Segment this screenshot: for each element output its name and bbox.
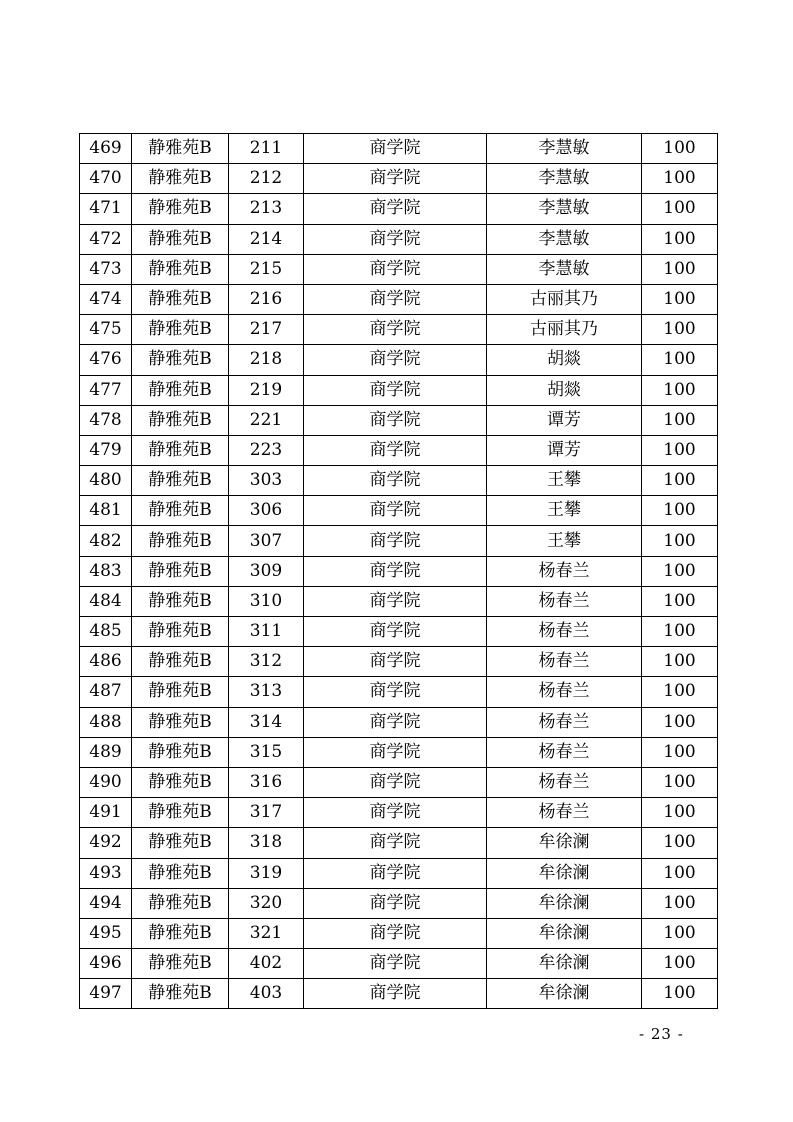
score-cell: 100 — [642, 375, 718, 405]
name-cell: 杨春兰 — [487, 707, 642, 737]
seq-cell: 485 — [80, 617, 132, 647]
score-cell: 100 — [642, 767, 718, 797]
table-row — [80, 466, 718, 496]
score-cell: 100 — [642, 858, 718, 888]
table-row — [80, 375, 718, 405]
college-cell: 商学院 — [304, 194, 487, 224]
score-cell: 100 — [642, 134, 718, 164]
name-cell: 古丽其乃 — [487, 284, 642, 314]
room-cell: 303 — [229, 466, 304, 496]
seq-cell: 494 — [80, 888, 132, 918]
room-cell: 217 — [229, 315, 304, 345]
name-cell: 杨春兰 — [487, 556, 642, 586]
college-cell: 商学院 — [304, 586, 487, 616]
table-row — [80, 888, 718, 918]
seq-cell: 489 — [80, 737, 132, 767]
table-row — [80, 858, 718, 888]
college-cell: 商学院 — [304, 858, 487, 888]
room-cell: 212 — [229, 164, 304, 194]
building-cell: 静雅苑B — [132, 345, 229, 375]
score-cell: 100 — [642, 254, 718, 284]
building-cell: 静雅苑B — [132, 949, 229, 979]
name-cell: 牟徐澜 — [487, 918, 642, 948]
table-row — [80, 224, 718, 254]
table-row — [80, 134, 718, 164]
name-cell: 杨春兰 — [487, 737, 642, 767]
table-row — [80, 586, 718, 616]
college-cell: 商学院 — [304, 888, 487, 918]
name-cell: 王攀 — [487, 496, 642, 526]
room-cell: 318 — [229, 828, 304, 858]
building-cell: 静雅苑B — [132, 435, 229, 465]
room-cell: 312 — [229, 647, 304, 677]
college-cell: 商学院 — [304, 767, 487, 797]
college-cell: 商学院 — [304, 979, 487, 1009]
seq-cell: 486 — [80, 647, 132, 677]
score-cell: 100 — [642, 345, 718, 375]
room-cell: 221 — [229, 405, 304, 435]
seq-cell: 471 — [80, 194, 132, 224]
college-cell: 商学院 — [304, 315, 487, 345]
seq-cell: 491 — [80, 798, 132, 828]
building-cell: 静雅苑B — [132, 164, 229, 194]
name-cell: 古丽其乃 — [487, 315, 642, 345]
table-row — [80, 828, 718, 858]
page-number: - 23 - — [639, 1025, 684, 1043]
college-cell: 商学院 — [304, 134, 487, 164]
college-cell: 商学院 — [304, 224, 487, 254]
room-cell: 320 — [229, 888, 304, 918]
name-cell: 杨春兰 — [487, 586, 642, 616]
building-cell: 静雅苑B — [132, 767, 229, 797]
name-cell: 杨春兰 — [487, 647, 642, 677]
room-cell: 306 — [229, 496, 304, 526]
building-cell: 静雅苑B — [132, 828, 229, 858]
score-cell: 100 — [642, 949, 718, 979]
table-row — [80, 647, 718, 677]
college-cell: 商学院 — [304, 496, 487, 526]
college-cell: 商学院 — [304, 466, 487, 496]
seq-cell: 484 — [80, 586, 132, 616]
building-cell: 静雅苑B — [132, 556, 229, 586]
score-cell: 100 — [642, 737, 718, 767]
building-cell: 静雅苑B — [132, 284, 229, 314]
room-cell: 315 — [229, 737, 304, 767]
room-cell: 309 — [229, 556, 304, 586]
building-cell: 静雅苑B — [132, 375, 229, 405]
name-cell: 李慧敏 — [487, 224, 642, 254]
room-cell: 317 — [229, 798, 304, 828]
seq-cell: 497 — [80, 979, 132, 1009]
table-row — [80, 798, 718, 828]
seq-cell: 493 — [80, 858, 132, 888]
table-row — [80, 435, 718, 465]
building-cell: 静雅苑B — [132, 134, 229, 164]
seq-cell: 490 — [80, 767, 132, 797]
name-cell: 胡燚 — [487, 345, 642, 375]
room-cell: 313 — [229, 677, 304, 707]
score-cell: 100 — [642, 435, 718, 465]
room-cell: 219 — [229, 375, 304, 405]
score-cell: 100 — [642, 164, 718, 194]
table-row — [80, 556, 718, 586]
name-cell: 牟徐澜 — [487, 858, 642, 888]
name-cell: 牟徐澜 — [487, 949, 642, 979]
table-row — [80, 526, 718, 556]
table-row — [80, 405, 718, 435]
seq-cell: 483 — [80, 556, 132, 586]
score-cell: 100 — [642, 405, 718, 435]
building-cell: 静雅苑B — [132, 918, 229, 948]
college-cell: 商学院 — [304, 677, 487, 707]
seq-cell: 479 — [80, 435, 132, 465]
table-row — [80, 617, 718, 647]
name-cell: 李慧敏 — [487, 134, 642, 164]
seq-cell: 481 — [80, 496, 132, 526]
building-cell: 静雅苑B — [132, 254, 229, 284]
seq-cell: 474 — [80, 284, 132, 314]
building-cell: 静雅苑B — [132, 405, 229, 435]
room-cell: 213 — [229, 194, 304, 224]
room-cell: 402 — [229, 949, 304, 979]
college-cell: 商学院 — [304, 526, 487, 556]
college-cell: 商学院 — [304, 345, 487, 375]
table-row — [80, 979, 718, 1009]
seq-cell: 473 — [80, 254, 132, 284]
name-cell: 杨春兰 — [487, 798, 642, 828]
seq-cell: 495 — [80, 918, 132, 948]
table-row — [80, 918, 718, 948]
name-cell: 李慧敏 — [487, 254, 642, 284]
table-row — [80, 164, 718, 194]
building-cell: 静雅苑B — [132, 737, 229, 767]
seq-cell: 477 — [80, 375, 132, 405]
seq-cell: 488 — [80, 707, 132, 737]
score-cell: 100 — [642, 918, 718, 948]
building-cell: 静雅苑B — [132, 586, 229, 616]
building-cell: 静雅苑B — [132, 888, 229, 918]
score-cell: 100 — [642, 647, 718, 677]
college-cell: 商学院 — [304, 828, 487, 858]
seq-cell: 492 — [80, 828, 132, 858]
building-cell: 静雅苑B — [132, 466, 229, 496]
seq-cell: 476 — [80, 345, 132, 375]
table-row — [80, 949, 718, 979]
room-cell: 214 — [229, 224, 304, 254]
seq-cell: 482 — [80, 526, 132, 556]
name-cell: 王攀 — [487, 466, 642, 496]
score-cell: 100 — [642, 828, 718, 858]
college-cell: 商学院 — [304, 164, 487, 194]
college-cell: 商学院 — [304, 254, 487, 284]
score-cell: 100 — [642, 556, 718, 586]
score-cell: 100 — [642, 315, 718, 345]
score-cell: 100 — [642, 707, 718, 737]
name-cell: 谭芳 — [487, 405, 642, 435]
table-row — [80, 254, 718, 284]
building-cell: 静雅苑B — [132, 526, 229, 556]
building-cell: 静雅苑B — [132, 496, 229, 526]
table-row — [80, 284, 718, 314]
name-cell: 牟徐澜 — [487, 979, 642, 1009]
score-cell: 100 — [642, 526, 718, 556]
name-cell: 牟徐澜 — [487, 888, 642, 918]
name-cell: 杨春兰 — [487, 677, 642, 707]
college-cell: 商学院 — [304, 949, 487, 979]
score-cell: 100 — [642, 496, 718, 526]
room-cell: 316 — [229, 767, 304, 797]
table-row — [80, 707, 718, 737]
room-cell: 311 — [229, 617, 304, 647]
name-cell: 牟徐澜 — [487, 828, 642, 858]
seq-cell: 487 — [80, 677, 132, 707]
name-cell: 李慧敏 — [487, 164, 642, 194]
table-row — [80, 737, 718, 767]
seq-cell: 480 — [80, 466, 132, 496]
room-cell: 310 — [229, 586, 304, 616]
college-cell: 商学院 — [304, 737, 487, 767]
college-cell: 商学院 — [304, 556, 487, 586]
room-cell: 211 — [229, 134, 304, 164]
table-row — [80, 677, 718, 707]
building-cell: 静雅苑B — [132, 979, 229, 1009]
room-cell: 319 — [229, 858, 304, 888]
score-cell: 100 — [642, 798, 718, 828]
room-cell: 403 — [229, 979, 304, 1009]
college-cell: 商学院 — [304, 375, 487, 405]
room-cell: 216 — [229, 284, 304, 314]
score-cell: 100 — [642, 677, 718, 707]
name-cell: 杨春兰 — [487, 617, 642, 647]
college-cell: 商学院 — [304, 647, 487, 677]
score-cell: 100 — [642, 586, 718, 616]
score-cell: 100 — [642, 888, 718, 918]
building-cell: 静雅苑B — [132, 315, 229, 345]
score-cell: 100 — [642, 466, 718, 496]
room-cell: 223 — [229, 435, 304, 465]
dormitory-score-table — [79, 133, 718, 1009]
college-cell: 商学院 — [304, 435, 487, 465]
score-cell: 100 — [642, 224, 718, 254]
table-row — [80, 315, 718, 345]
room-cell: 314 — [229, 707, 304, 737]
seq-cell: 475 — [80, 315, 132, 345]
building-cell: 静雅苑B — [132, 707, 229, 737]
college-cell: 商学院 — [304, 798, 487, 828]
score-cell: 100 — [642, 194, 718, 224]
table-row — [80, 345, 718, 375]
table-row — [80, 194, 718, 224]
building-cell: 静雅苑B — [132, 647, 229, 677]
room-cell: 215 — [229, 254, 304, 284]
seq-cell: 472 — [80, 224, 132, 254]
room-cell: 321 — [229, 918, 304, 948]
score-cell: 100 — [642, 979, 718, 1009]
seq-cell: 496 — [80, 949, 132, 979]
name-cell: 杨春兰 — [487, 767, 642, 797]
college-cell: 商学院 — [304, 284, 487, 314]
room-cell: 307 — [229, 526, 304, 556]
name-cell: 胡燚 — [487, 375, 642, 405]
name-cell: 谭芳 — [487, 435, 642, 465]
table-row — [80, 767, 718, 797]
college-cell: 商学院 — [304, 617, 487, 647]
name-cell: 李慧敏 — [487, 194, 642, 224]
college-cell: 商学院 — [304, 918, 487, 948]
seq-cell: 470 — [80, 164, 132, 194]
building-cell: 静雅苑B — [132, 194, 229, 224]
table-body — [80, 134, 718, 1009]
table-row — [80, 496, 718, 526]
college-cell: 商学院 — [304, 707, 487, 737]
name-cell: 王攀 — [487, 526, 642, 556]
score-cell: 100 — [642, 617, 718, 647]
college-cell: 商学院 — [304, 405, 487, 435]
building-cell: 静雅苑B — [132, 224, 229, 254]
seq-cell: 469 — [80, 134, 132, 164]
room-cell: 218 — [229, 345, 304, 375]
score-cell: 100 — [642, 284, 718, 314]
building-cell: 静雅苑B — [132, 617, 229, 647]
building-cell: 静雅苑B — [132, 798, 229, 828]
building-cell: 静雅苑B — [132, 677, 229, 707]
seq-cell: 478 — [80, 405, 132, 435]
building-cell: 静雅苑B — [132, 858, 229, 888]
